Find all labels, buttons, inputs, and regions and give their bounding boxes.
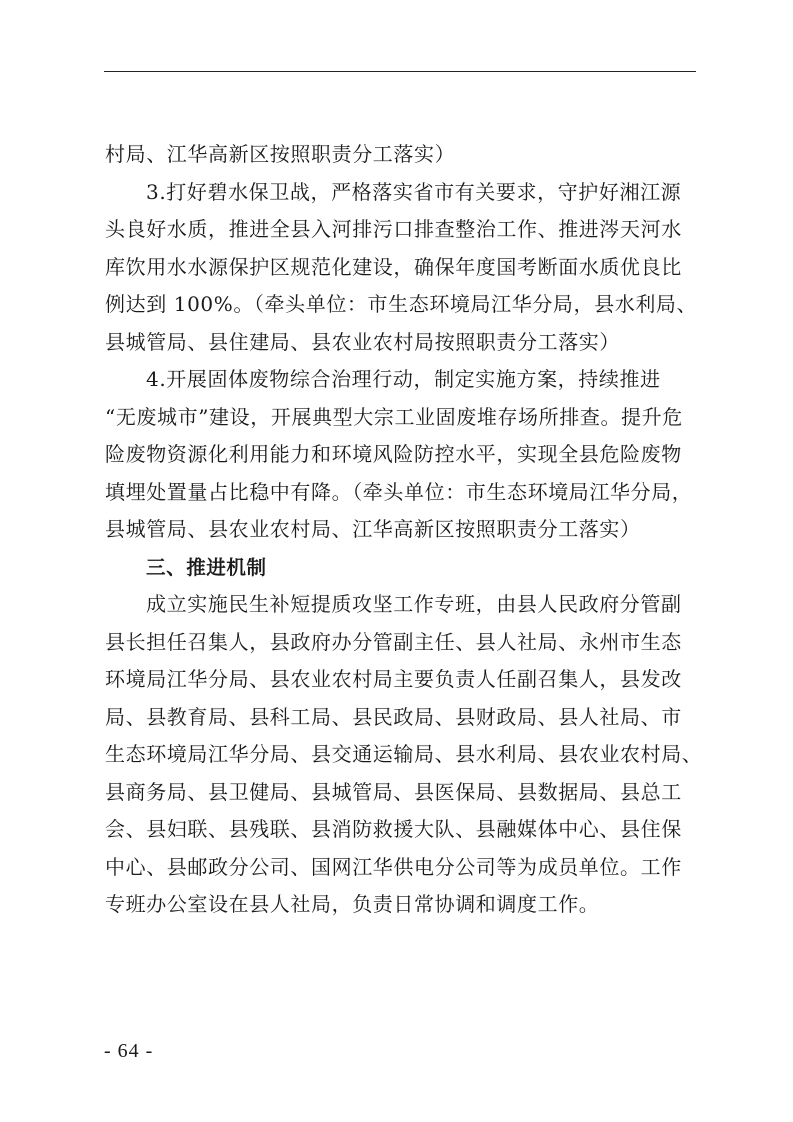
paragraph-line: 县商务局、县卫健局、县城管局、县医保局、县数据局、县总工: [105, 779, 682, 804]
paragraph-line: “无废城市”建设，开展典型大宗工业固废堆存场所排查。提升危: [105, 404, 683, 429]
paragraph-line: 环境局江华分局、县农业农村局主要负责人任副召集人，县发改: [105, 667, 682, 691]
document-body: [105, 136, 703, 924]
paragraph-line: 例达到 100%。（牵头单位：市生态环境局江华分局，县水利局、: [105, 292, 698, 316]
paragraph-line: 填埋处置量占比稳中有降。（牵头单位：市生态环境局江华分局，: [105, 479, 693, 504]
paragraph-line: 头良好水质，推进全县入河排污口排查整治工作、推进涔天河水: [105, 217, 682, 241]
paragraph-line: 险废物资源化利用能力和环境风险防控水平，实现全县危险废物: [105, 442, 682, 466]
paragraph-line: 局、县教育局、县科工局、县民政局、县财政局、县人社局、市: [105, 704, 682, 729]
paragraph-line: 3.打好碧水保卫战，严格落实省市有关要求，守护好湘江源: [146, 179, 682, 204]
paragraph-line: 县长担任召集人，县政府办分管副主任、县人社局、永州市生态: [105, 629, 682, 654]
paragraph-line: 库饮用水水源保护区规范化建设，确保年度国考断面水质优良比: [105, 254, 682, 279]
paragraph-line: 成立实施民生补短提质攻坚工作专班，由县人民政府分管副: [146, 592, 682, 616]
paragraph-line: 县城管局、县农业农村局、江华高新区按照职责分工落实）: [105, 517, 641, 541]
page-number: - 64 -: [104, 1040, 154, 1062]
section-heading: 三、推进机制: [146, 555, 267, 579]
paragraph-line: 县城管局、县住建局、县农业农村局按照职责分工落实）: [105, 329, 620, 354]
paragraph-line: 4.开展固体废物综合治理行动，制定实施方案，持续推进: [146, 367, 661, 391]
paragraph-line: 专班办公室设在县人社局，负责日常协调和调度工作。: [105, 892, 600, 916]
paragraph-line: 会、县妇联、县残联、县消防救援大队、县融媒体中心、县住保: [105, 817, 682, 841]
paragraph-line: 村局、江华高新区按照职责分工落实）: [105, 142, 456, 166]
header-rule: [104, 71, 696, 72]
paragraph-line: 生态环境局江华分局、县交通运输局、县水利局、县农业农村局、: [105, 742, 703, 766]
paragraph-line: 中心、县邮政分公司、国网江华供电分公司等为成员单位。工作: [105, 854, 682, 879]
